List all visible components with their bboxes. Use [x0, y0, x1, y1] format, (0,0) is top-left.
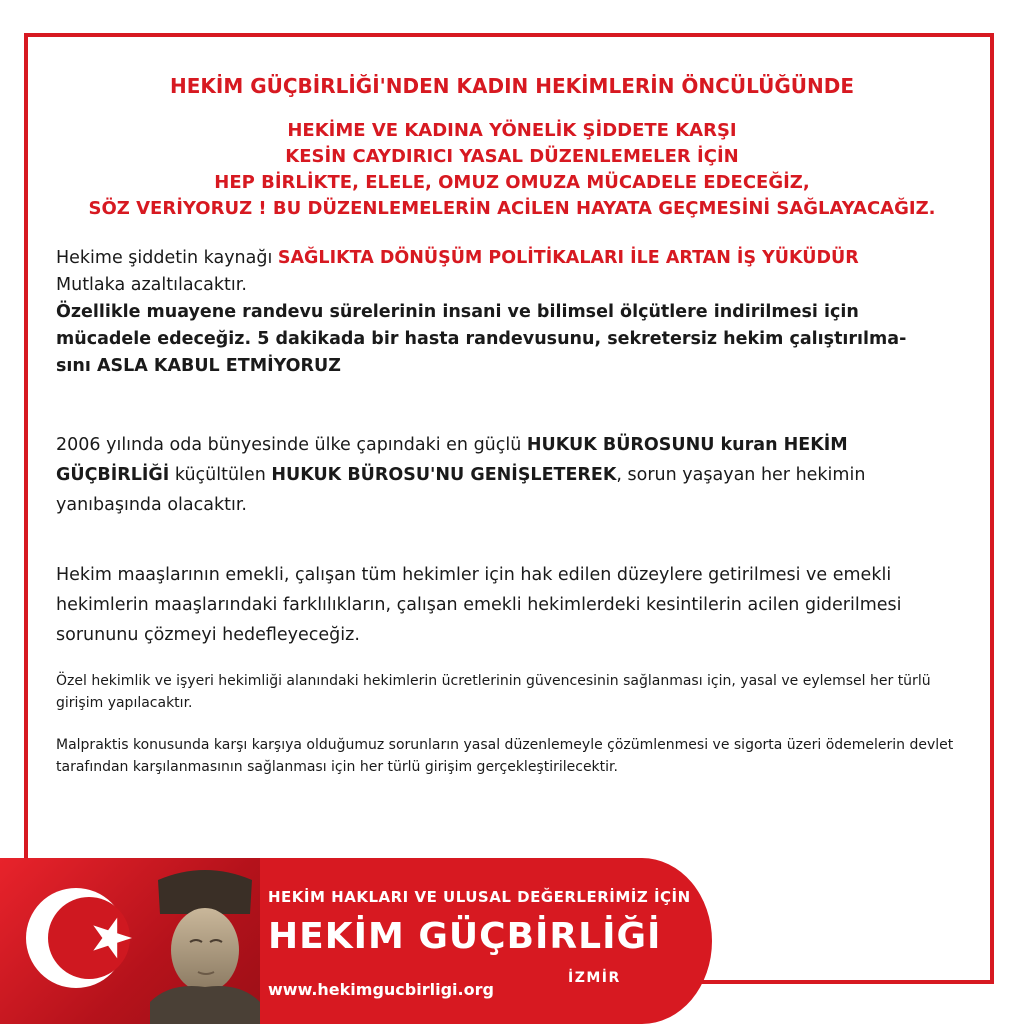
brand-name: HEKİM GÜÇBİRLİĞİ — [268, 916, 662, 957]
bold-run: HUKUK BÜROSUNU kuran HEKİM GÜÇBİRLİĞİ — [56, 435, 848, 485]
portrait-image — [150, 862, 260, 1024]
intro-text: Hekime şiddetin kaynağı — [56, 248, 278, 268]
bold-run: HUKUK BÜROSU'NU GENİŞLETEREK — [271, 465, 617, 485]
city-label: İZMİR — [568, 970, 621, 986]
bold-line: Özellikle muayene randevu sürelerinin insani ve bilimsel ölçütlere indirilmesi için — [56, 302, 859, 322]
bold-line: sını ASLA KABUL ETMİYORUZ — [56, 356, 341, 376]
headline-top: HEKİM GÜÇBİRLİĞİ'NDEN KADIN HEKİMLERİN ÖNCÜLÜĞÜNDE — [170, 74, 854, 98]
footer-banner — [0, 858, 712, 1024]
turkish-flag-image — [0, 858, 260, 1024]
headline-line: HEP BİRLİKTE, ELELE, OMUZ OMUZA MÜCADELE EDECEĞİZ, — [214, 172, 810, 193]
body-content — [56, 245, 956, 778]
paragraph-law-office — [56, 430, 956, 520]
text-run: küçültülen — [169, 465, 272, 485]
paragraph-line: Mutlaka azaltılacaktır. — [56, 275, 247, 295]
text-run: , sorun yaşayan her hekimin yanıbaşında olacaktır. — [56, 465, 866, 515]
headline-block — [40, 118, 984, 222]
headline-line: HEKİME VE KADINA YÖNELİK ŞİDDETE KARŞI — [287, 120, 737, 141]
website-link[interactable]: www.hekimgucbirligi.org — [268, 980, 494, 999]
highlight-text: SAĞLIKTA DÖNÜŞÜM POLİTİKALARI İLE ARTAN İŞ YÜKÜDÜR — [277, 248, 859, 268]
paragraph-line — [56, 245, 956, 272]
crescent-star-icon — [14, 868, 154, 1008]
bold-line: mücadele edeceğiz. 5 dakikada bir hasta randevusunu, sekretersiz hekim çalıştırılma- — [56, 329, 907, 349]
headline-line: SÖZ VERİYORUZ ! BU DÜZENLEMELERİN ACİLEN HAYATA GEÇMESİNİ SAĞLAYACAĞIZ. — [88, 198, 936, 219]
text-run: 2006 yılında oda bünyesinde ülke çapındaki en güçlü — [56, 435, 527, 455]
paragraph-violence — [56, 245, 956, 380]
banner-text — [268, 858, 698, 1024]
headline-line: KESİN CAYDIRICI YASAL DÜZENLEMELER İÇİN — [285, 146, 739, 167]
banner-tagline: HEKİM HAKLARI VE ULUSAL DEĞERLERİMİZ İÇİN — [268, 888, 691, 906]
paragraph-malpractice: Malpraktis konusunda karşı karşıya olduğumuz sorunların yasal düzenlemeyle çözümlenmesi ve sigorta üzeri ödemelerin devlet tarafından karşılanmasının sağlanması için her türlü girişim gerçekleştirilecektir. — [56, 737, 954, 775]
paragraph-salaries: Hekim maaşlarının emekli, çalışan tüm hekimler için hak edilen düzeylere getirilmesi ve emekli hekimlerin maaşlarındaki farklılıkların, çalışan emekli hekimlerdeki kesintilerin acilen giderilmesi sorununu çözmeyi hedefleyeceğiz. — [56, 565, 902, 645]
paragraph-private-practice: Özel hekimlik ve işyeri hekimliği alanındaki hekimlerin ücretlerinin güvencesinin sağlanması için, yasal ve eylemsel her türlü girişim yapılacaktır. — [56, 673, 931, 711]
